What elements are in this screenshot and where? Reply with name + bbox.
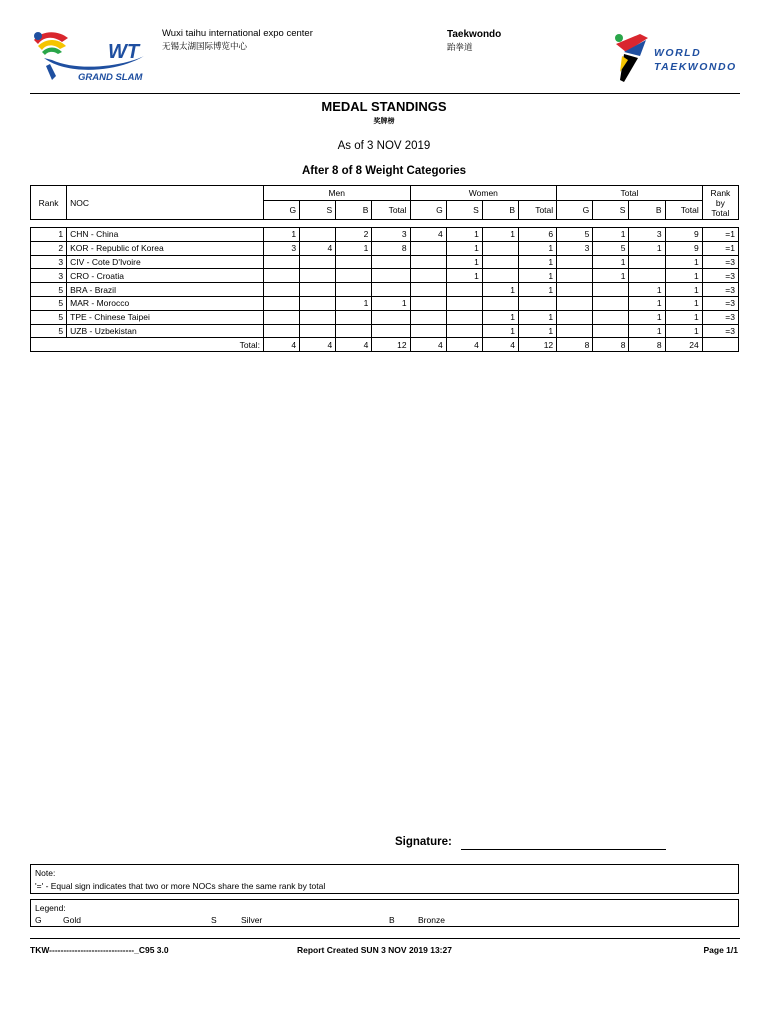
row-total-cell: 1 <box>629 296 665 310</box>
total-men-cell: 4 <box>336 338 372 352</box>
row-men-cell <box>300 310 336 324</box>
row-men-cell <box>263 269 299 283</box>
medal-rows <box>31 228 739 338</box>
row-women-cell: 1 <box>518 324 556 338</box>
row-rank: 5 <box>31 324 67 338</box>
logo-wt-text: WT <box>108 41 140 63</box>
subtitle: After 8 of 8 Weight Categories <box>301 165 466 177</box>
row-men-cell <box>300 324 336 338</box>
row-women-cell <box>518 296 556 310</box>
row-women-cell <box>410 241 446 255</box>
row-rank: 1 <box>31 228 67 242</box>
row-rank: 2 <box>31 241 67 255</box>
venue-block <box>162 28 313 52</box>
row-total-cell: 3 <box>557 241 593 255</box>
row-men-cell <box>336 269 372 283</box>
medal-table <box>30 185 739 352</box>
venue-cn: 无锡太湖国际博览中心 <box>162 41 248 51</box>
row-men-cell <box>263 310 299 324</box>
row-rank: 3 <box>31 255 67 269</box>
row-noc: UZB - Uzbekistan <box>67 324 264 338</box>
row-men-cell <box>336 255 372 269</box>
row-total-cell <box>557 269 593 283</box>
footer-divider <box>30 938 740 939</box>
row-total-cell <box>557 296 593 310</box>
row-rank-by-total: =3 <box>702 324 738 338</box>
row-noc: BRA - Brazil <box>67 283 264 297</box>
row-women-cell: 4 <box>410 228 446 242</box>
row-men-cell <box>336 310 372 324</box>
footer-page: Page 1/1 <box>703 945 738 955</box>
row-men-cell <box>263 283 299 297</box>
row-total-cell <box>629 269 665 283</box>
row-rank-by-total: =1 <box>702 241 738 255</box>
table-header-row-1 <box>31 186 739 201</box>
sport-block <box>447 29 501 53</box>
row-men-cell: 1 <box>263 228 299 242</box>
row-noc: CRO - Croatia <box>67 269 264 283</box>
row-men-cell <box>263 296 299 310</box>
header-men-total: Total <box>372 201 410 220</box>
row-total-cell <box>557 324 593 338</box>
row-women-cell <box>482 269 518 283</box>
row-total-cell: 9 <box>665 228 702 242</box>
row-noc: CIV - Cote D'Ivoire <box>67 255 264 269</box>
row-women-cell <box>410 296 446 310</box>
row-rank: 5 <box>31 283 67 297</box>
total-women-cell: 4 <box>482 338 518 352</box>
row-men-cell <box>336 283 372 297</box>
row-women-cell: 1 <box>518 310 556 324</box>
row-women-cell <box>410 255 446 269</box>
total-men-cell: 4 <box>263 338 299 352</box>
legend-code-bronze: B <box>389 915 395 925</box>
total-total-cell: 8 <box>593 338 629 352</box>
row-total-cell <box>557 310 593 324</box>
total-label: Total: <box>31 338 264 352</box>
table-row <box>31 310 739 324</box>
row-total-cell: 1 <box>629 241 665 255</box>
row-noc: KOR - Republic of Korea <box>67 241 264 255</box>
note-box <box>30 864 739 894</box>
row-women-cell: 1 <box>482 283 518 297</box>
row-total-cell: 1 <box>629 310 665 324</box>
row-rank-by-total: =3 <box>702 269 738 283</box>
row-women-cell: 1 <box>518 269 556 283</box>
row-women-cell: 1 <box>482 310 518 324</box>
wt-grand-slam-logo <box>28 26 146 88</box>
sport-cn: 跆拳道 <box>447 42 473 52</box>
row-women-cell: 1 <box>482 324 518 338</box>
total-women-cell: 4 <box>446 338 482 352</box>
row-women-cell: 6 <box>518 228 556 242</box>
header-men: Men <box>263 186 410 201</box>
legend-box <box>30 899 739 927</box>
row-women-cell <box>446 296 482 310</box>
row-total-cell: 5 <box>557 228 593 242</box>
header-total-total: Total <box>665 201 702 220</box>
row-men-cell <box>372 255 410 269</box>
row-men-cell: 1 <box>336 241 372 255</box>
world-taekwondo-logo <box>610 30 742 86</box>
header-men-g: G <box>263 201 299 220</box>
header-women-g: G <box>410 201 446 220</box>
row-men-cell <box>336 324 372 338</box>
header-noc: NOC <box>67 186 264 220</box>
row-women-cell <box>410 283 446 297</box>
table-row <box>31 228 739 242</box>
row-total-cell: 1 <box>665 283 702 297</box>
page-title: MEDAL STANDINGS <box>321 99 447 114</box>
row-men-cell: 1 <box>336 296 372 310</box>
row-rank-by-total: =3 <box>702 296 738 310</box>
footer-created: Report Created SUN 3 NOV 2019 13:27 <box>297 945 452 955</box>
total-women-cell: 12 <box>518 338 556 352</box>
note-text: '=' - Equal sign indicates that two or more NOCs share the same rank by total <box>35 881 326 891</box>
header-total: Total <box>557 186 703 201</box>
row-women-cell: 1 <box>518 255 556 269</box>
venue-en: Wuxi taihu international expo center <box>162 28 313 39</box>
header-total-s: S <box>593 201 629 220</box>
header-women-b: B <box>482 201 518 220</box>
row-total-cell <box>593 283 629 297</box>
row-women-cell <box>410 310 446 324</box>
row-women-cell: 1 <box>446 255 482 269</box>
as-of-date: As of 3 NOV 2019 <box>337 140 431 152</box>
row-total-cell: 1 <box>593 228 629 242</box>
row-rank: 3 <box>31 269 67 283</box>
row-women-cell <box>446 310 482 324</box>
footer-code: TKW------------------------------_C95 3.0 <box>30 945 169 955</box>
header-women-total: Total <box>518 201 556 220</box>
row-total-cell: 5 <box>593 241 629 255</box>
total-total-cell: 24 <box>665 338 702 352</box>
row-total-cell <box>629 255 665 269</box>
row-total-cell: 1 <box>665 324 702 338</box>
sport-en: Taekwondo <box>447 29 502 40</box>
legend-code-silver: S <box>211 915 217 925</box>
row-men-cell <box>300 283 336 297</box>
row-total-cell <box>593 296 629 310</box>
note-title: Note: <box>35 868 56 878</box>
total-men-cell: 4 <box>300 338 336 352</box>
row-women-cell: 1 <box>482 228 518 242</box>
row-rank: 5 <box>31 296 67 310</box>
row-total-cell: 1 <box>665 296 702 310</box>
logo-taekwondo-text: TAEKWONDO <box>654 61 737 73</box>
header-rank: Rank <box>31 186 67 220</box>
row-total-cell: 1 <box>629 324 665 338</box>
row-total-cell: 1 <box>665 310 702 324</box>
legend-items <box>35 914 734 926</box>
row-women-cell: 1 <box>446 228 482 242</box>
row-women-cell <box>482 296 518 310</box>
row-rank-by-total: =1 <box>702 228 738 242</box>
row-total-cell <box>557 283 593 297</box>
row-men-cell <box>300 296 336 310</box>
row-total-cell <box>593 324 629 338</box>
legend-label-gold: Gold <box>63 915 81 925</box>
table-row <box>31 255 739 269</box>
signature-label: Signature: <box>395 836 452 848</box>
table-row <box>31 296 739 310</box>
row-rank-by-total: =3 <box>702 310 738 324</box>
row-total-cell: 9 <box>665 241 702 255</box>
page-title-cn: 奖牌榜 <box>373 118 395 125</box>
table-row <box>31 241 739 255</box>
row-women-cell <box>410 269 446 283</box>
row-noc: CHN - China <box>67 228 264 242</box>
row-total-cell: 1 <box>593 255 629 269</box>
row-men-cell <box>372 269 410 283</box>
table-row <box>31 269 739 283</box>
table-total-row <box>31 338 739 352</box>
row-men-cell <box>263 324 299 338</box>
legend-title: Legend: <box>35 903 66 913</box>
row-women-cell <box>482 255 518 269</box>
row-total-cell <box>557 255 593 269</box>
row-women-cell: 1 <box>518 241 556 255</box>
legend-label-bronze: Bronze <box>418 915 445 925</box>
row-women-cell <box>410 324 446 338</box>
row-men-cell <box>372 310 410 324</box>
row-men-cell: 8 <box>372 241 410 255</box>
row-rank: 5 <box>31 310 67 324</box>
row-men-cell <box>300 269 336 283</box>
header-women: Women <box>410 186 557 201</box>
header-divider <box>30 93 740 94</box>
row-men-cell <box>372 283 410 297</box>
table-row <box>31 324 739 338</box>
row-total-cell: 1 <box>593 269 629 283</box>
row-total-cell: 1 <box>665 255 702 269</box>
row-noc: TPE - Chinese Taipei <box>67 310 264 324</box>
table-spacer-row <box>31 220 739 228</box>
row-total-cell: 1 <box>665 269 702 283</box>
row-men-cell <box>372 324 410 338</box>
row-total-cell <box>593 310 629 324</box>
logo-grand-slam-text: GRAND SLAM <box>78 72 143 83</box>
row-noc: MAR - Morocco <box>67 296 264 310</box>
header-total-b: B <box>629 201 665 220</box>
total-women-cell: 4 <box>410 338 446 352</box>
row-women-cell <box>446 324 482 338</box>
row-women-cell: 1 <box>518 283 556 297</box>
header-women-s: S <box>446 201 482 220</box>
legend-label-silver: Silver <box>241 915 263 925</box>
total-men-cell: 12 <box>372 338 410 352</box>
row-women-cell <box>482 241 518 255</box>
row-women-cell <box>446 283 482 297</box>
row-men-cell: 4 <box>300 241 336 255</box>
total-rank-by-total <box>702 338 738 352</box>
row-total-cell: 1 <box>629 283 665 297</box>
row-women-cell: 1 <box>446 241 482 255</box>
header-rank-by-total: Rank by Total <box>702 186 738 220</box>
header-men-s: S <box>300 201 336 220</box>
row-men-cell: 3 <box>372 228 410 242</box>
row-rank-by-total: =3 <box>702 255 738 269</box>
header-men-b: B <box>336 201 372 220</box>
row-rank-by-total: =3 <box>702 283 738 297</box>
row-men-cell: 2 <box>336 228 372 242</box>
row-total-cell: 3 <box>629 228 665 242</box>
total-total-cell: 8 <box>629 338 665 352</box>
row-men-cell <box>263 255 299 269</box>
row-women-cell: 1 <box>446 269 482 283</box>
header-total-g: G <box>557 201 593 220</box>
signature-line <box>461 849 666 850</box>
logo-world-text: WORLD <box>654 47 702 59</box>
row-men-cell: 3 <box>263 241 299 255</box>
legend-code-gold: G <box>35 915 42 925</box>
total-total-cell: 8 <box>557 338 593 352</box>
row-men-cell <box>300 228 336 242</box>
table-row <box>31 283 739 297</box>
row-men-cell: 1 <box>372 296 410 310</box>
row-men-cell <box>300 255 336 269</box>
